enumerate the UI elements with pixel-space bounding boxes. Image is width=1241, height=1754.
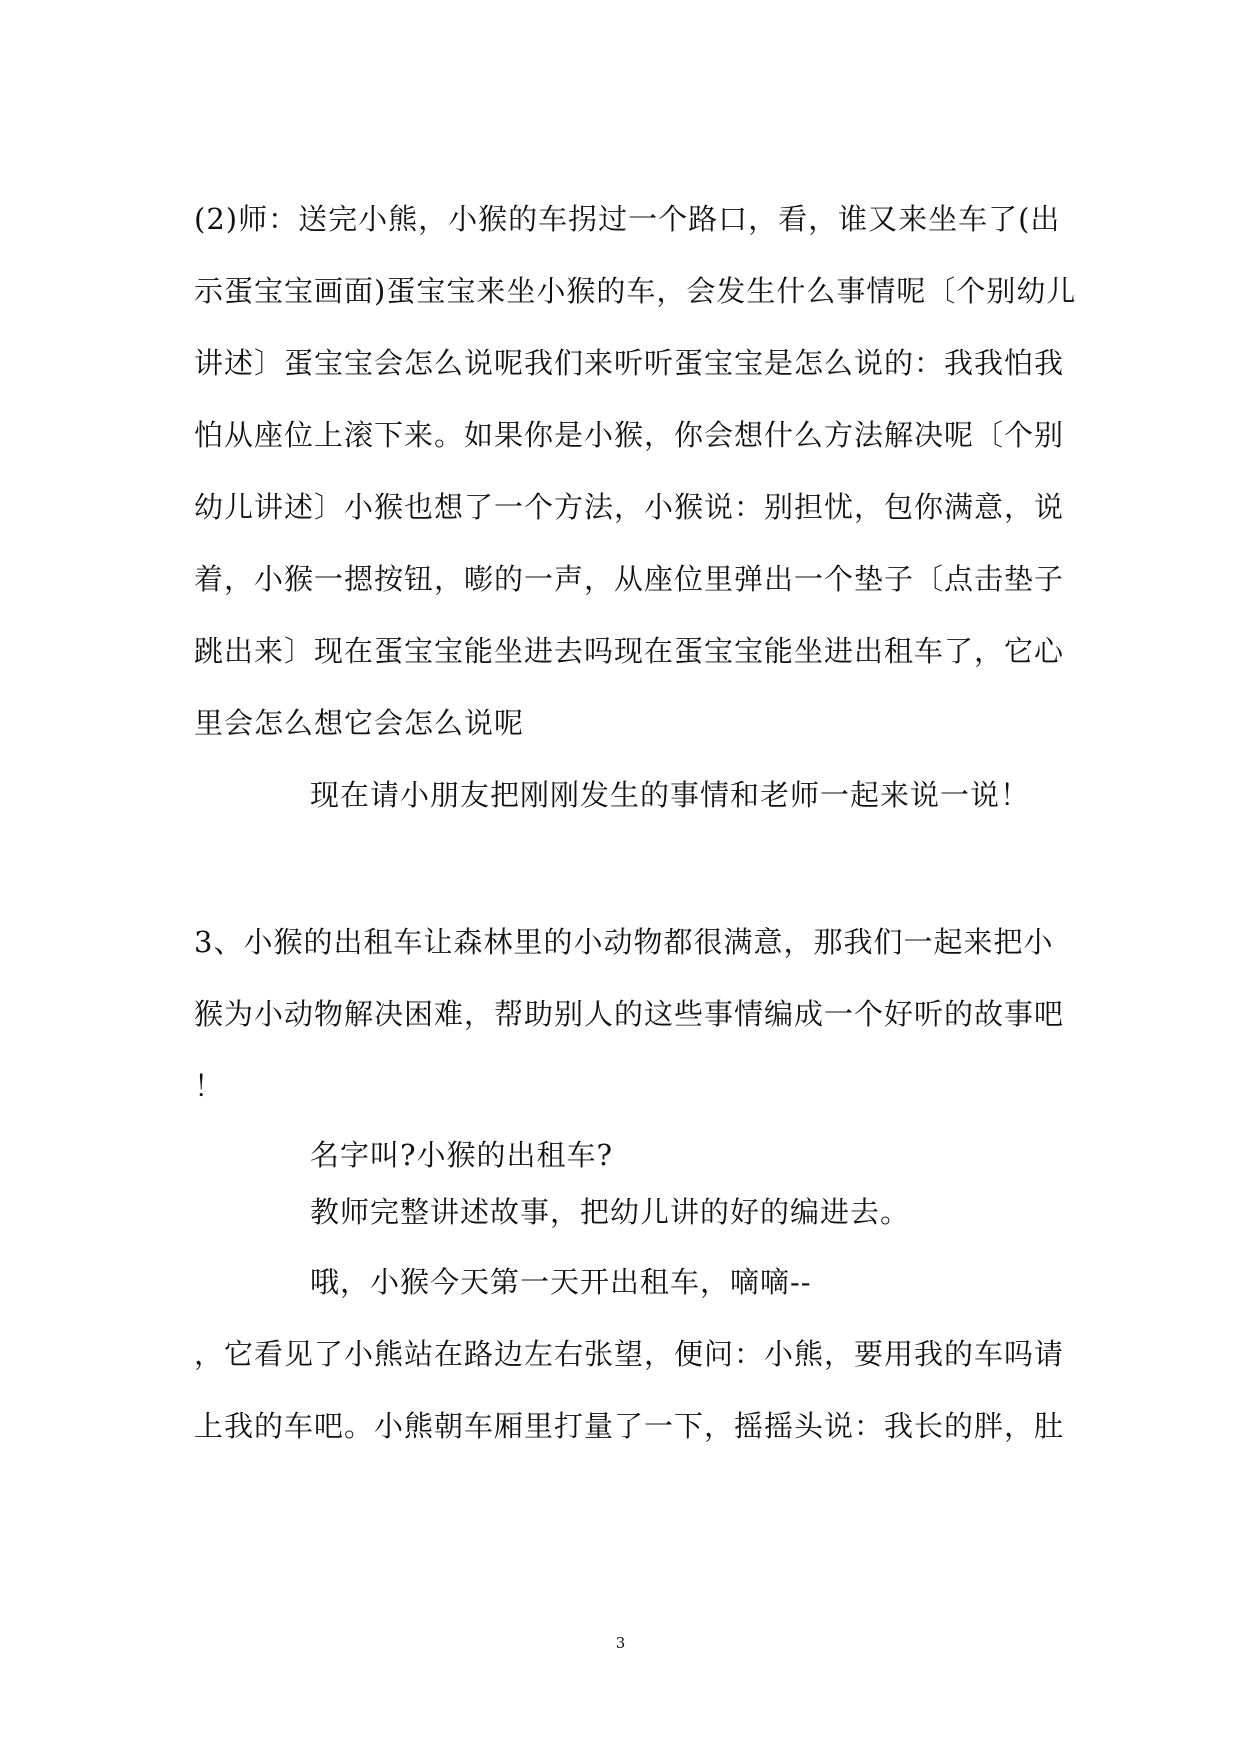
paragraph-line: 哦，小猴今天第一天开出租车，嘀嘀-- xyxy=(310,1265,812,1299)
paragraph-line: 上我的车吧。小熊朝车厢里打量了一下，摇摇头说：我长的胖，肚 xyxy=(194,1409,1065,1443)
paragraph-line: 着，小猴一摁按钮，嘭的一声，从座位里弹出一个垫子〔点击垫子 xyxy=(194,562,1065,596)
paragraph-line: 怕从座位上滚下来。如果你是小猴，你会想什么方法解决呢〔个别 xyxy=(194,418,1065,452)
paragraph-line: 讲述〕蛋宝宝会怎么说呢我们来听听蛋宝宝是怎么说的：我我怕我 xyxy=(194,346,1065,380)
page-number: 3 xyxy=(615,1634,626,1652)
paragraph-line: 示蛋宝宝画面)蛋宝宝来坐小猴的车，会发生什么事情呢〔个别幼儿 xyxy=(194,274,1077,308)
paragraph-line: 现在请小朋友把刚刚发生的事情和老师一起来说一说！ xyxy=(310,778,1031,812)
paragraph-line: 跳出来〕现在蛋宝宝能坐进去吗现在蛋宝宝能坐进出租车了，它心 xyxy=(194,634,1065,668)
paragraph-line: ！ xyxy=(194,1069,225,1103)
paragraph-line: 猴为小动物解决困难，帮助别人的这些事情编成一个好听的故事吧 xyxy=(194,997,1065,1031)
paragraph-line: (2)师：送完小熊，小猴的车拐过一个路口，看，谁又来坐车了(出 xyxy=(194,202,1061,236)
paragraph-line: 3、小猴的出租车让森林里的小动物都很满意，那我们一起来把小 xyxy=(194,925,1054,959)
paragraph-line: ，它看见了小熊站在路边左右张望，便问：小熊，要用我的车吗请 xyxy=(194,1337,1065,1371)
paragraph-line: 教师完整讲述故事，把幼儿讲的好的编进去。 xyxy=(310,1195,911,1229)
paragraph-line: 名字叫?小猴的出租车? xyxy=(310,1138,614,1172)
paragraph-line: 幼儿讲述〕小猴也想了一个方法，小猴说：别担忧，包你满意，说 xyxy=(194,490,1065,524)
paragraph-line: 里会怎么想它会怎么说呢 xyxy=(194,706,525,740)
